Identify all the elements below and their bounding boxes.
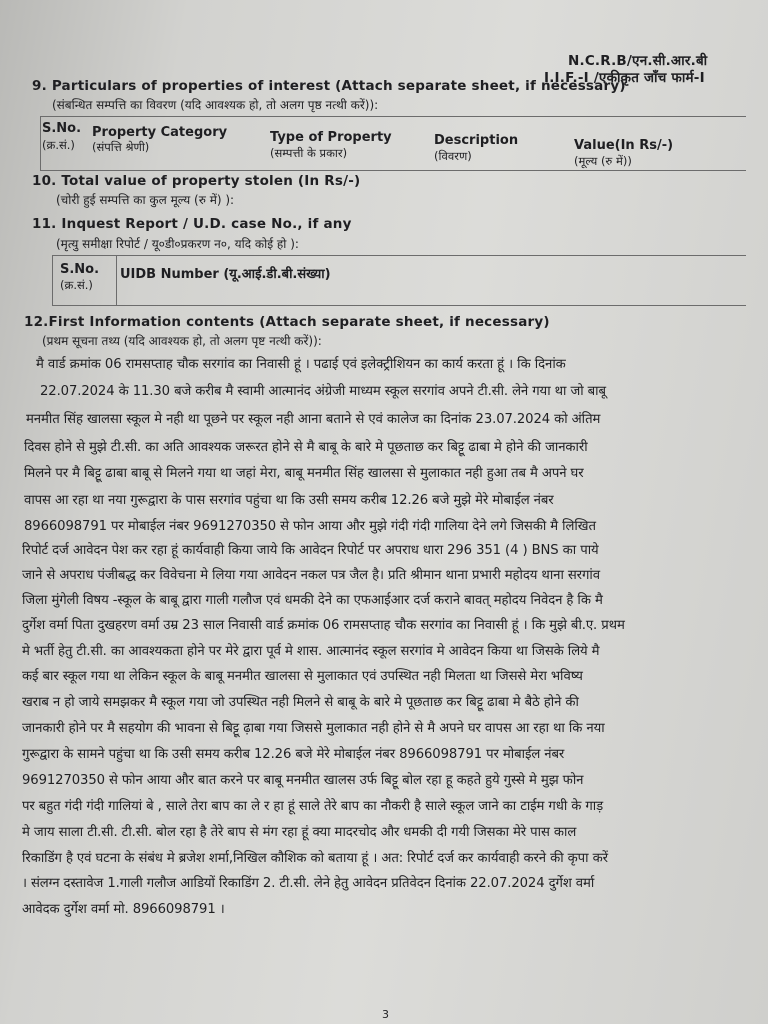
section-10-title: 10. Total value of property stolen (In Rs/-)	[32, 173, 361, 189]
table2-border-left	[52, 255, 53, 305]
table2-header-sno: S.No.	[60, 262, 100, 277]
fir-line-1: मै वार्ड क्रमांक 06 रामसप्ताह चौक सरगांव का निवासी हूं । पढाई एवं इलेक्ट्रीशियन का कार्य करता हूं । कि दिनांक	[36, 357, 566, 372]
table-border-bottom	[40, 170, 746, 171]
table2-header-uidb: UIDB Number (यू.आई.डी.बी.संख्या)	[120, 267, 331, 282]
ncrb-label: N.C.R.B/एन.सी.आर.बी	[568, 53, 708, 69]
fir-line-10: जिला मुंगेली विषय -स्कूल के बाबू द्वारा गाली गलौज एवं धमकी देने का एफआईआर दर्ज कराने बावत् महोदय निवेदन है कि मै	[22, 593, 603, 608]
col-header-sno: S.No.	[42, 121, 82, 136]
col-header-value-hi: (मूल्य (रु में))	[574, 154, 632, 168]
fir-line-8: रिपोर्ट दर्ज आवेदन पेश कर रहा हूं कार्यवाही किया जाये कि आवेदन रिपोर्ट पर अपराध धारा 296 351 (4 ) BNS का पाये	[22, 543, 599, 558]
fir-line-11: दुर्गेश वर्मा पिता दुखहरण वर्मा उम्र 23 साल निवासी वार्ड क्रमांक 06 रामसप्ताह चौक सरगांव का निवासी हूं । कि मुझे बी.ए. प्रथम	[22, 618, 625, 633]
section-9-subtitle: (संबन्धित सम्पत्ति का विवरण (यदि आवश्यक हो, तो अलग पृष्ठ नत्थी करें)):	[52, 98, 379, 112]
col-header-type-of-property-hi: (सम्पत्ती के प्रकार)	[270, 146, 348, 160]
fir-line-18: पर बहुत गंदी गंदी गालियां बे , साले तेरा बाप का ले र हा हूं साले तेरे बाप का नौकरी है साले स्कूल जाने का टाईम गधी के गाड़	[22, 799, 604, 814]
fir-line-13: कई बार स्कूल गया था लेकिन स्कूल के बाबू मनमीत खालसा से मुलाकात एवं उपस्थित नही मिलता था जिससे मेरा भविष्य	[22, 669, 583, 684]
fir-line-7: 8966098791 पर मोबाईल नंबर 9691270350 से फोन आया और मुझे गंदी गंदी गालिया देने लगे जिसकी मै लिखित	[24, 519, 596, 534]
section-12-title: 12.First Information contents (Attach separate sheet, if necessary)	[24, 314, 550, 330]
fir-line-2: 22.07.2024 के 11.30 बजे करीब मै स्वामी आत्मानंद अंग्रेजी माध्यम स्कूल सरगांव अपने टी.सी. लेने गया था जो बाबू	[40, 384, 606, 399]
fir-line-20: रिकाडिंग है एवं घटना के संबंध मे ब्रजेश शर्मा,निखिल कौशिक को बताया हूं । अत: रिपोर्ट दर्ज कर कार्यवाही करने की कृपा करें	[22, 851, 608, 866]
fir-line-14: खराब न हो जाये समझकर मै स्कूल गया जो उपस्थित नही मिलने से बाबू के बारे मे पूछताछ कर बिट्टू ढाबा मे बैठे होने की	[22, 695, 579, 710]
table-border-left	[40, 116, 41, 170]
col-header-type-of-property: Type of Property	[270, 130, 392, 145]
fir-line-9: जाने से अपराध पंजीबद्ध कर विवेचना मे लिया गया आवेदन नकल पत्र जैल है। प्रति श्रीमान थाना प्रभारी महोदय थाना सरगांव	[22, 568, 600, 583]
fir-line-15: जानकारी होने पर मै सहयोग की भावना से बिट्टू ढ़ाबा गया जिससे मुलाकात नही होने से मै अपने घर वापस आ रहा था कि नया	[22, 721, 605, 736]
fir-line-17: 9691270350 से फोन आया और बात करने पर बाबू मनमीत खालस उर्फ बिट्टू बोल रहा हू कहते हुये गुस्से मे मुझ फोन	[22, 773, 584, 788]
table2-border-bottom	[52, 305, 746, 306]
col-header-property-category: Property Category	[92, 125, 228, 140]
col-header-value: Value(In Rs/-)	[574, 138, 674, 153]
section-11-title: 11. Inquest Report / U.D. case No., if any	[32, 216, 352, 232]
col-header-sno-hi: (क्र.सं.)	[42, 138, 75, 152]
fir-line-19: मे जाय साला टी.सी. टी.सी. बोल रहा है तेरे बाप से मंग रहा हूं क्या मादरचोद और धमकी दी गयी जिसका मेरे पास काल	[22, 825, 577, 840]
section-10-subtitle: (चोरी हुई सम्पत्ति का कुल मूल्य (रु में) ):	[56, 193, 235, 207]
page-number: 3	[382, 1008, 389, 1021]
fir-line-21: । संलग्न दस्तावेज 1.गाली गलौज आडियों रिकाडिंग 2. टी.सी. लेने हेतु आवेदन प्रतिवेदन दिनांक 22.07.2024 दुर्गेश वर्मा	[22, 876, 595, 891]
table-border-top	[40, 116, 746, 117]
iif-label: I.I.F.-I /एकीकृत जाँच फार्म-I	[544, 70, 705, 86]
section-12-subtitle: (प्रथम सूचना तथ्य (यदि आवश्यक हो, तो अलग पृष्ट नत्थी करें)):	[42, 334, 322, 348]
section-11-subtitle: (मृत्यु समीक्षा रिपोर्ट / यू०डी०प्रकरण न०, यदि कोई हो ):	[56, 237, 299, 251]
table2-header-sno-hi: (क्र.सं.)	[60, 278, 93, 292]
fir-line-3: मनमीत सिंह खालसा स्कूल मे नही था पूछने पर स्कूल नही आना बताने से एवं कालेज का दिनांक 23.07.2024 को अंतिम	[26, 412, 601, 427]
fir-line-6: वापस आ रहा था नया गुरूद्वारा के पास सरगांव पहुंचा था कि उसी समय करीब 12.26 बजे मुझे मेरे मोबाईल नंबर	[24, 493, 554, 508]
table2-border-top	[52, 255, 746, 256]
fir-line-16: गुरूद्वारा के सामने पहुंचा था कि उसी समय करीब 12.26 बजे मेरे मोबाईल नंबर 8966098791 पर मोबाईल नंबर	[22, 747, 565, 762]
fir-line-4: दिवस होने से मुझे टी.सी. का अति आवश्यक जरूरत होने से मै बाबू के बारे मे पूछताछ कर बिट्टू ढाबा मे होने की जानकारी	[24, 440, 588, 455]
section-9-title: 9. Particulars of properties of interest (Attach separate sheet, if necessary)	[32, 78, 626, 94]
fir-line-22: आवेदक दुर्गेश वर्मा मो. 8966098791 ।	[22, 902, 225, 917]
col-header-description-hi: (विवरण)	[434, 149, 472, 163]
col-header-description: Description	[434, 133, 519, 148]
col-header-property-category-hi: (संपत्ति श्रेणी)	[92, 140, 150, 154]
fir-line-5: मिलने पर मै बिट्टू ढाबा बाबू से मिलने गया था जहां मेरा, बाबू मनमीत सिंह खालसा से मुलाकात नही हुआ तब मै अपने घर	[24, 466, 584, 481]
table2-divider	[116, 255, 117, 305]
fir-line-12: मे भर्ती हेतु टी.सी. का आवश्यकता होने पर मेरे द्वारा पूर्व मे शास. आत्मानंद स्कूल सरगांव मे आवेदन किया था जिसके लिये मै	[22, 644, 600, 659]
